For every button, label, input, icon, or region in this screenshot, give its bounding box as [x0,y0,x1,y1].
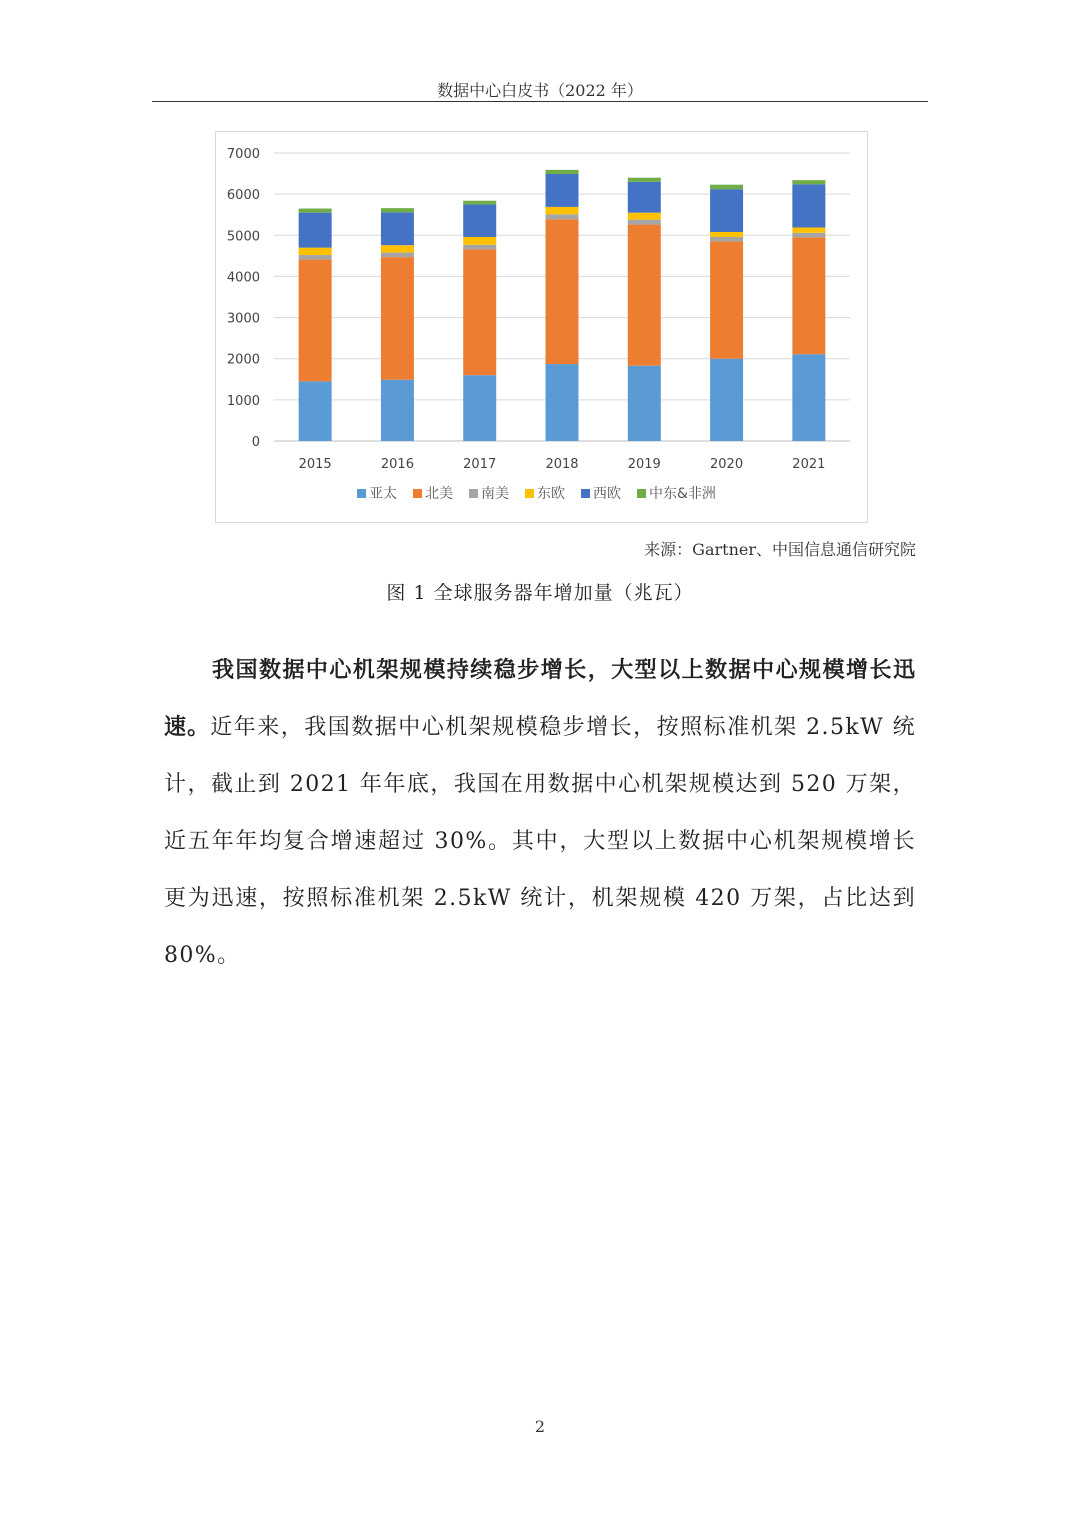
legend-swatch [357,489,366,498]
bar-segment [710,241,743,358]
bar-segment [628,220,661,225]
legend-swatch [413,489,422,498]
legend-label: 北美 [425,486,453,502]
bar-segment [463,204,496,237]
bar-segment [546,364,579,441]
x-tick-label: 2019 [627,457,661,472]
bar-segment [463,201,496,205]
bar-segment [792,184,825,227]
bar-segment [381,253,414,258]
bar-segment [463,249,496,375]
bar-segment [381,208,414,212]
bar-segment [628,182,661,213]
legend-label: 东欧 [537,486,565,502]
bar-segment [792,233,825,238]
legend-label: 西欧 [593,486,621,502]
bar-segment [381,245,414,252]
body-text: 近年来，我国数据中心机架规模稳步增长，按照标准机架 2.5kW 统计，截止到 2021 年年底，我国在用数据中心机架规模达到 520 万架，近五年年均复合增速超过 30%。其中，大型以上数据中心机架规模增长更为迅速，按照标准机架 2.5kW 统计，机架规模 420 万架，占比达到 80%。 [164,715,916,968]
bar-segment [299,255,332,260]
legend-swatch [525,489,534,498]
bar-segment [463,237,496,245]
x-tick-label: 2015 [298,457,332,472]
page-header: 数据中心白皮书（2022 年） [437,81,643,100]
y-tick-label: 2000 [226,352,260,368]
bar-segment [299,260,332,382]
bar-segment [381,212,414,245]
y-tick-label: 5000 [226,229,260,245]
x-tick-label: 2018 [545,457,579,472]
bar-segment [546,219,579,364]
x-tick-label: 2021 [792,457,826,472]
x-tick-label: 2017 [463,457,497,472]
bar-segment [463,245,496,250]
body-lead-bold: 我国数据中心机架规模持续稳步增长，大型以上数据中心规模增长迅速。 [164,658,916,740]
header-rule [152,101,928,102]
stacked-bar-chart [216,132,867,522]
body-paragraph [164,642,916,984]
bar-segment [710,232,743,237]
bar-segment [710,185,743,190]
bar-segment [792,237,825,354]
bar-segment [546,174,579,207]
bar-segment [710,237,743,242]
figure-caption: 图 1 全球服务器年增加量（兆瓦） [386,582,694,604]
figure-source: 来源：Gartner、中国信息通信研究院 [644,540,916,559]
legend-label: 中东&非洲 [649,486,716,502]
bar-segment [381,257,414,380]
page-number: 2 [534,1417,546,1436]
bar-segment [546,207,579,214]
legend-swatch [637,489,646,498]
bar-segment [546,170,579,174]
bar-segment [792,227,825,232]
bar-segment [299,381,332,441]
x-tick-label: 2020 [710,457,744,472]
bar-segment [628,213,661,220]
bar-segment [463,375,496,441]
bar-segment [546,214,579,219]
legend-swatch [581,489,590,498]
y-tick-label: 3000 [226,311,260,327]
bar-segment [792,180,825,184]
y-tick-label: 6000 [226,188,260,204]
chart-frame [215,131,868,523]
bar-segment [628,366,661,441]
bar-segment [299,213,332,248]
bar-segment [381,380,414,441]
x-tick-label: 2016 [380,457,414,472]
bar-segment [710,189,743,232]
y-tick-label: 1000 [226,393,260,409]
bar-segment [792,354,825,441]
legend-label: 南美 [481,486,509,502]
bar-segment [710,359,743,441]
y-tick-label: 7000 [226,147,260,162]
bar-segment [628,178,661,182]
bar-segment [299,209,332,213]
bar-segment [628,225,661,366]
y-tick-label: 0 [251,435,260,450]
y-tick-label: 4000 [226,270,260,286]
legend-label: 亚太 [369,486,397,502]
bar-segment [299,248,332,255]
legend-swatch [469,489,478,498]
